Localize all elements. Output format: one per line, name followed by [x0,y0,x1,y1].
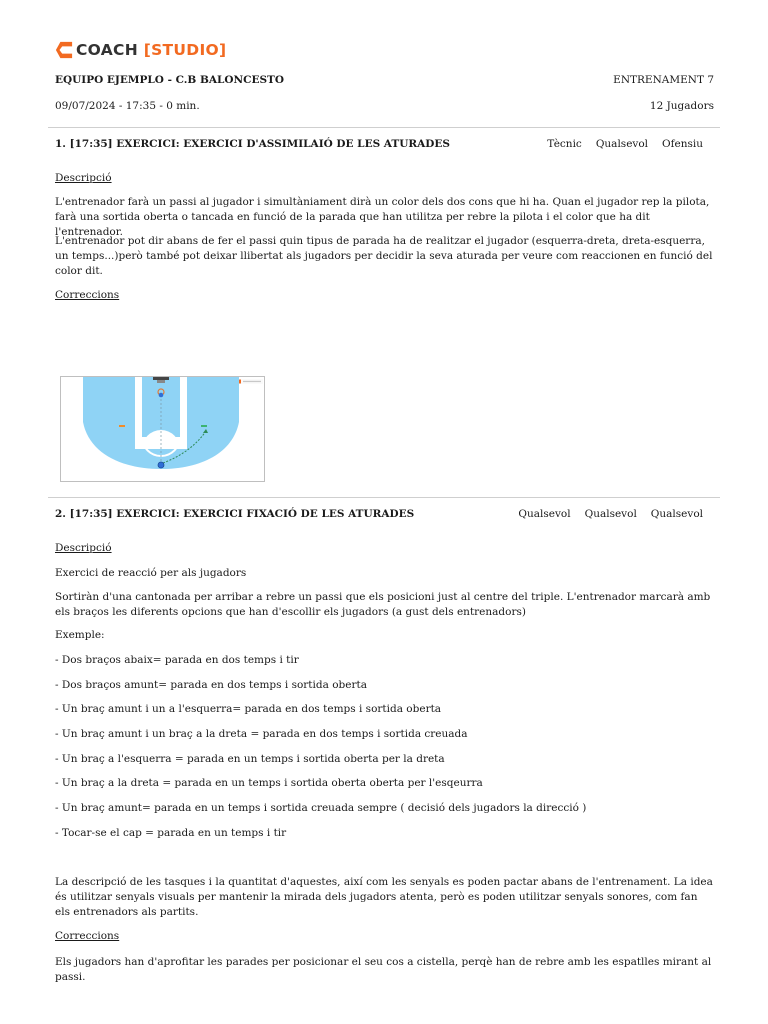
exercise-2-description-paragraph: Exemple: [55,629,105,641]
header-row-1 [55,74,714,86]
divider [48,127,720,128]
basketball-court-diagram [61,377,264,481]
exercise-1-court-diagram [60,376,265,482]
exercise-2-tag: Qualsevol [650,508,703,520]
exercise-2-tag: Qualsevol [518,508,571,520]
exercise-2-list-item: - Un braç amunt i un a l'esquerra= parada en dos temps i sortida oberta [55,703,442,715]
exercise-2-list-item: - Tocar-se el cap = parada en un temps i tir [55,827,287,839]
session-datetime: 09/07/2024 - 17:35 - 0 min. [55,100,200,112]
exercise-2-list-item: - Un braç a la dreta = parada en un temps i sortida oberta oberta per l'esqeurra [55,777,483,789]
brand-name-accent: [STUDIO] [143,41,227,59]
player-marker [158,462,164,468]
exercise-1-description-label: Descripció [55,172,112,184]
exercise-2-tag: Qualsevol [584,508,637,520]
exercise-2-list-item: - Dos braços abaix= parada en dos temps i tir [55,654,299,666]
player-count: 12 Jugadors [649,100,714,112]
green-cone-icon [201,425,207,427]
exercise-2-list-item: - Un braç a l'esquerra = parada en un temps i sortida oberta per la dreta [55,753,445,765]
exercise-1-tags [547,138,703,150]
exercise-1-tag: Tècnic [547,138,582,150]
exercise-1-tag: Ofensiu [662,138,703,150]
exercise-2-tags [518,508,703,520]
exercise-2-description-paragraph: La descripció de les tasques i la quantitat d'aquestes, així com les senyals es poden pactar abans de l'entrenament. La idea és utilitzar senyals visuals per mantenir la mirada dels jugadors atenta, però es poden utilitzar senyals sonores, com fan els entrenadors als partits. [55,876,713,918]
brand-logo [55,40,226,60]
backboard [153,377,169,380]
divider [48,497,720,498]
coach-studio-logo-icon [55,41,73,59]
exercise-1-header [55,138,703,150]
brand-name [76,41,226,59]
exercise-2-description-paragraph: Sortiràn d'una cantonada per arribar a rebre un passi que els posicioni just al centre del triple. L'entrenador marcarà amb els braços les diferents opcions que han d'escollir els jugadors (a gust dels entrenadors) [55,591,711,618]
exercise-1-description-paragraph: L'entrenador farà un passi al jugador i simultàniament dirà un color dels dos cons que hi ha. Quan el jugador rep la pilota, farà una sortida oberta o tancada en funció de la parada que han utilitza per rebre la pilota i el color que ha dit l'entrenador. [55,196,710,238]
exercise-1-description-paragraph: L'entrenador pot dir abans de fer el passi quin tipus de parada ha de realitzar el jugador (esquerra-dreta, dreta-esquerra, un temps...)però també pot deixar llibertat als jugadors per decidir la seva aturada per veure com reaccionen en funció del color dit. [55,235,713,277]
exercise-1-corrections-label: Correccions [55,289,120,301]
exercise-1-title: 1. [17:35] EXERCICI: EXERCICI D'ASSIMILAIÓ DE LES ATURADES [55,138,450,150]
exercise-2-header [55,508,703,520]
exercise-2-description-label: Descripció [55,542,112,554]
exercise-2-title: 2. [17:35] EXERCICI: EXERCICI FIXACIÓ DE LES ATURADES [55,508,415,520]
exercise-2-corrections-label: Correccions [55,930,120,942]
exercise-2-corrections-paragraph: Els jugadors han d'aprofitar les parades per posicionar el seu cos a cistella, perqè han de rebre amb les espatlles mirant al passi. [55,956,712,983]
exercise-1-tag: Qualsevol [595,138,649,150]
coach-marker [159,393,164,398]
session-name: ENTRENAMENT 7 [613,74,714,86]
exercise-2-list-item: - Un braç amunt= parada en un temps i sortida creuada sempre ( decisió dels jugadors la direcció ) [55,802,587,814]
header-row-2 [55,100,714,112]
team-name: EQUIPO EJEMPLO - C.B BALONCESTO [55,74,285,86]
exercise-2-description-paragraph: Exercici de reacció per als jugadors [55,567,247,579]
exercise-2-list-item: - Un braç amunt i un braç a la dreta = parada en dos temps i sortida creuada [55,728,468,740]
brand-name-main: COACH [76,41,138,59]
exercise-2-list-item: - Dos braços amunt= parada en dos temps i sortida oberta [55,679,367,691]
diagram-watermark-text [243,381,261,382]
backboard-base [157,380,165,383]
orange-cone-icon [119,425,125,427]
